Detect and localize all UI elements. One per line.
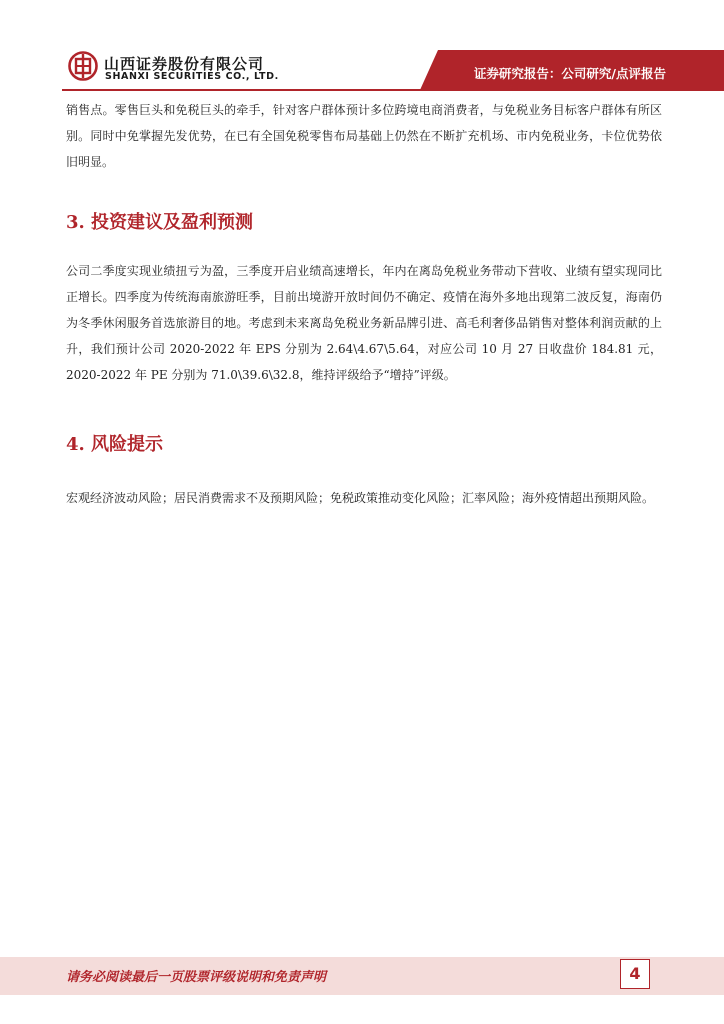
report-type-label: 证券研究报告：公司研究/点评报告 [473, 66, 666, 81]
section-heading-risk: 4. 风险提示 [66, 434, 164, 455]
company-name-cn: 山西证券股份有限公司 [104, 55, 265, 73]
page-header [0, 0, 724, 92]
section-heading-investment: 3. 投资建议及盈利预测 [66, 212, 254, 233]
disclaimer-notice: 请务必阅读最后一页股票评级说明和免责声明 [66, 970, 327, 985]
body-paragraph: 宏观经济波动风险；居民消费需求不及预期风险；免税政策推动变化风险；汇率风险；海外疫情超出预期风险。 [66, 491, 655, 505]
body-paragraph: 销售点。零售巨头和免税巨头的牵手，针对客户群体预计多位跨境电商消费者，与免税业务目标客户群体有所区别。同时中免掌握先发优势，在已有全国免税零售布局基础上仍然在不断扩充机场、市内免税业务，卡位优势依旧明显。 [66, 103, 662, 169]
body-paragraph: 公司二季度实现业绩扭亏为盈，三季度开启业绩高速增长，年内在离岛免税业务带动下营收、业绩有望实现同比正增长。四季度为传统海南旅游旺季，目前出境游开放时间仍不确定、疫情在海外多地出现第二波反复，海南仍为冬季休闲服务首选旅游目的地。考虑到未来离岛免税业务新品牌引进、高毛利奢侈品销售对整体利润贡献的上升，我们预计公司 2020-2022 年 EPS 分别为 2.64\4.67\5.64，对应公司 10 月 27 日收盘价 184.81 元，2020-2022 年 PE 分别为 71.0\39.6\32.8，维持评级给予“增持”评级。 [66, 264, 662, 382]
shanxi-securities-logo-icon [68, 51, 98, 81]
page-number: 4 [620, 959, 650, 989]
company-name-en: SHANXI SECURITIES CO., LTD. [105, 71, 279, 82]
report-body [66, 95, 662, 511]
header-divider [62, 89, 724, 91]
